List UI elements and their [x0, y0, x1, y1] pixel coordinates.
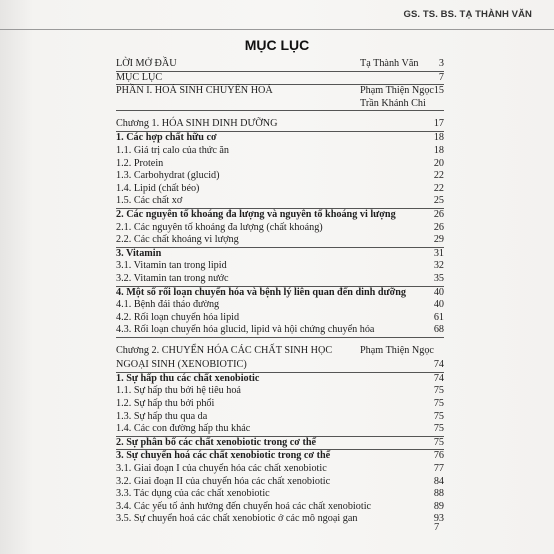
- toc-entry-label: MỤC LỤC: [116, 71, 163, 83]
- toc-entry: [116, 98, 444, 111]
- toc-entry-page: 89: [433, 500, 444, 512]
- toc-entry-label: 3.2. Vitamin tan trong nước: [116, 272, 229, 284]
- toc-entry: [116, 501, 444, 514]
- toc-entry-page: 31: [433, 247, 444, 259]
- toc-entry-author: Phạm Thiện Ngọc: [360, 344, 434, 356]
- toc-entry-page: 17: [433, 118, 444, 130]
- header-rule: [0, 29, 554, 30]
- toc-entry-label: 2.2. Các chất khoáng vi lượng: [116, 234, 239, 246]
- toc-entry-page: 22: [433, 182, 444, 194]
- toc-entry: [116, 183, 444, 196]
- toc-entry-label: 3.1. Giai đoạn I của chuyển hóa các chất xenobiotic: [116, 463, 327, 475]
- toc-entry: [116, 195, 444, 208]
- toc-entry-label: 4.1. Bệnh đái tháo đường: [116, 299, 220, 311]
- toc-entry-label: 4.3. Rối loạn chuyển hóa glucid, lipid và hội chứng chuyển hóa: [116, 324, 375, 336]
- toc-entry: [116, 222, 444, 235]
- toc-entry-page: 75: [433, 423, 444, 435]
- toc-entry-label: 1.2. Protein: [116, 157, 164, 169]
- toc-entry-page: 76: [433, 450, 444, 462]
- toc-entry-page: 40: [433, 286, 444, 298]
- toc-entry-label: 1. Các hợp chất hữu cơ: [116, 132, 217, 144]
- toc-entry-label: NGOẠI SINH (XENOBIOTIC): [116, 358, 247, 370]
- toc-entry-page: 32: [433, 260, 444, 272]
- toc-entry: [116, 344, 444, 358]
- toc-entry-author: Trần Khánh Chi: [360, 97, 426, 109]
- toc-entry-label: 1.5. Các chất xơ: [116, 195, 183, 207]
- toc-entry-label: 3.5. Sự chuyển hoá các chất xenobiotic ở các mô ngoại gan: [116, 513, 358, 525]
- toc-entry: [116, 248, 444, 261]
- toc-entry-label: Chương 1. HÓA SINH DINH DƯỠNG: [116, 118, 278, 130]
- toc-entry-label: 3. Vitamin: [116, 247, 162, 259]
- toc-entry-page: 29: [433, 234, 444, 246]
- toc-entry: [116, 423, 444, 436]
- toc-entry-label: 1.1. Sự hấp thu bởi hệ tiêu hoá: [116, 385, 241, 397]
- toc-entry: [116, 398, 444, 411]
- toc-entry: [116, 488, 444, 501]
- toc-entry: [116, 132, 444, 145]
- toc-entry: [116, 513, 444, 526]
- toc-entry: [116, 117, 444, 131]
- toc-entry-page: 88: [433, 488, 444, 500]
- toc-entry-label: PHẦN I. HOÁ SINH CHUYÊN HOÁ: [116, 85, 273, 97]
- toc-entry-page: 20: [433, 157, 444, 169]
- toc-entry-label: 3. Sự chuyển hoá các chất xenobiotic trong cơ thể: [116, 450, 331, 462]
- page-title: MỤC LỤC: [244, 37, 310, 53]
- toc-entry: [116, 476, 444, 489]
- toc-entry: [116, 358, 444, 372]
- toc-entry-author: Phạm Thiện Ngọc: [360, 85, 434, 97]
- toc-entry-page: 25: [433, 195, 444, 207]
- toc-entry: [116, 287, 444, 300]
- toc-entry-page: 75: [433, 410, 444, 422]
- toc-entry: [116, 72, 444, 85]
- toc-entry-author: Tạ Thành Văn: [360, 58, 419, 69]
- toc-entry-label: 3.4. Các yếu tố ảnh hưởng đến chuyển hoá các chất xenobiotic: [116, 500, 372, 512]
- toc-entry-label: 3.2. Giai đoạn II của chuyển hóa các chất xenobiotic: [116, 475, 331, 487]
- toc-entry-page: 75: [433, 398, 444, 410]
- toc-entry-label: 4. Một số rối loạn chuyển hóa và bệnh lý liên quan đến dinh dưỡng: [116, 286, 407, 298]
- toc-entry: [116, 463, 444, 476]
- toc-entry-label: 2. Sự phân bố các chất xenobiotic trong cơ thể: [116, 436, 317, 448]
- toc-entry-page: 3: [438, 58, 444, 69]
- toc-entry-page: 40: [433, 299, 444, 311]
- toc-entry: [116, 85, 444, 98]
- toc-entry-label: 3.1. Vitamin tan trong lipid: [116, 260, 227, 272]
- toc-entry-label: 3.3. Tác dụng của các chất xenobiotic: [116, 488, 270, 500]
- toc-entry-page: 84: [433, 475, 444, 487]
- toc-entry: [116, 411, 444, 424]
- toc-entry-page: 7: [438, 71, 444, 83]
- toc-entry-page: 74: [433, 358, 444, 370]
- toc-entry-label: Chương 2. CHUYỂN HÓA CÁC CHẤT SINH HỌC: [116, 344, 333, 356]
- table-of-contents: [116, 58, 444, 526]
- toc-entry-label: 2. Các nguyên tố khoáng đa lượng và nguyên tố khoáng vi lượng: [116, 208, 396, 220]
- toc-entry-page: 18: [433, 144, 444, 156]
- toc-entry-label: LỜI MỞ ĐẦU: [116, 58, 177, 69]
- toc-entry-page: 61: [433, 311, 444, 323]
- page-number: 7: [434, 522, 440, 533]
- toc-entry: [116, 312, 444, 325]
- toc-entry-label: 1.1. Giá trị calo của thức ăn: [116, 144, 230, 156]
- toc-entry-label: 1. Sự hấp thu các chất xenobiotic: [116, 372, 260, 384]
- toc-entry: [116, 437, 444, 450]
- running-header-author: GS. TS. BS. TẠ THÀNH VĂN: [403, 9, 532, 20]
- toc-entry: [116, 58, 444, 71]
- toc-entry-page: 22: [433, 170, 444, 182]
- toc-entry: [116, 385, 444, 398]
- toc-entry-page: 15: [433, 85, 444, 97]
- toc-entry: [116, 145, 444, 158]
- toc-entry-label: 1.3. Carbohydrat (glucid): [116, 170, 220, 182]
- toc-entry-page: 77: [433, 463, 444, 475]
- toc-entry-label: 1.2. Sự hấp thu bởi phổi: [116, 398, 215, 410]
- toc-entry: [116, 324, 444, 337]
- toc-entry: [116, 450, 444, 463]
- toc-entry-page: 26: [433, 221, 444, 233]
- toc-entry-page: 75: [433, 385, 444, 397]
- toc-entry-label: 1.4. Các con đường hấp thu khác: [116, 423, 251, 435]
- toc-entry-page: 26: [433, 208, 444, 220]
- toc-entry: [116, 299, 444, 312]
- toc-entry: [116, 234, 444, 247]
- toc-entry-label: 4.2. Rối loạn chuyển hóa lipid: [116, 311, 240, 323]
- toc-entry-page: 74: [433, 372, 444, 384]
- toc-entry-label: 1.3. Sự hấp thu qua da: [116, 410, 208, 422]
- toc-entry-page: 75: [433, 436, 444, 448]
- toc-entry: [116, 209, 444, 222]
- toc-entry-page: 93: [433, 513, 444, 525]
- toc-entry-label: 1.4. Lipid (chất béo): [116, 182, 200, 194]
- toc-entry-label: 2.1. Các nguyên tố khoáng đa lượng (chất khoáng): [116, 221, 323, 233]
- toc-entry-page: 18: [433, 132, 444, 144]
- toc-entry-page: 35: [433, 272, 444, 284]
- toc-entry-page: 68: [433, 324, 444, 336]
- toc-entry: [116, 373, 444, 386]
- toc-entry: [116, 260, 444, 273]
- toc-entry: [116, 273, 444, 286]
- toc-entry: [116, 170, 444, 183]
- toc-entry: [116, 158, 444, 171]
